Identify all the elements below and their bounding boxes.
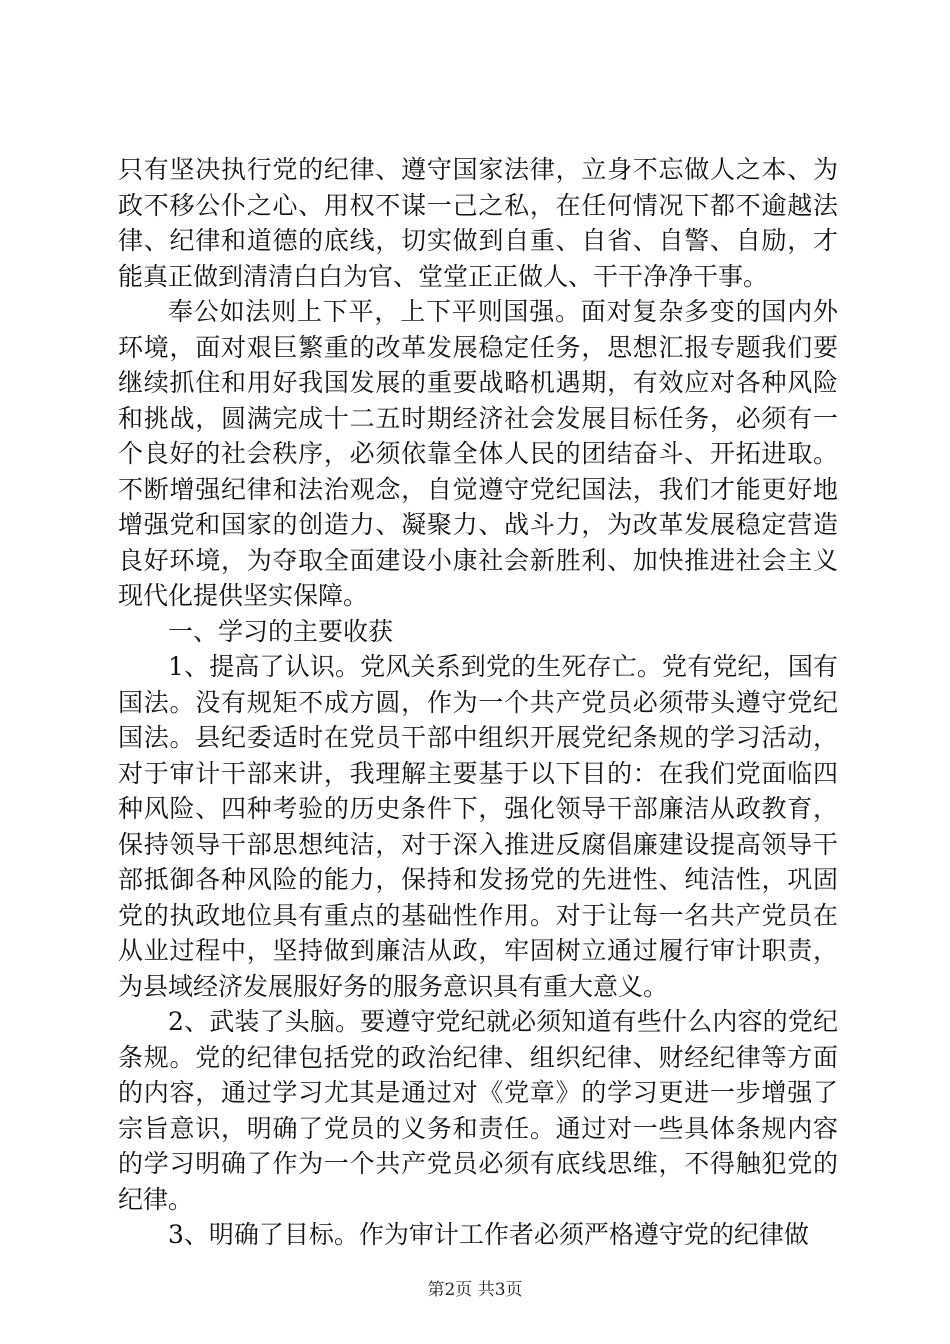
document-body	[118, 152, 838, 1253]
paragraph-item-3: 3、明确了目标。作为审计工作者必须严格遵守党的纪律做	[168, 1220, 809, 1249]
paragraph-intro: 奉公如法则上下平，上下平则国强。面对复杂多变的国内外环境，面对艰巨繁重的改革发展稳定任务，思想汇报专题我们要继续抓住和用好我国发展的重要战略机遇期，有效应对各种风险和挑战，圆满完成十二五时期经济社会发展目标任务，必须有一个良好的社会秩序，必须依靠全体人民的团结奋斗、开拓进取。不断增强纪律和法治观念，自觉遵守党纪国法，我们才能更好地增强党和国家的创造力、凝聚力、战斗力，为改革发展稳定营造良好环境，为夺取全面建设小康社会新胜利、加快推进社会主义现代化提供坚实保障。	[118, 297, 838, 610]
paragraph-item-2: 2、武装了头脑。要遵守党纪就必须知道有些什么内容的党纪条规。党的纪律包括党的政治纪律、组织纪律、财经纪律等方面的内容，通过学习尤其是通过对《党章》的学习更进一步增强了宗旨意识，明确了党员的义务和责任。通过对一些具体条规内容的学习明确了作为一个共产党员必须有底线思维，不得触犯党的纪律。	[118, 1007, 838, 1214]
paragraph-item-1: 1、提高了认识。党风关系到党的生死存亡。党有党纪，国有国法。没有规矩不成方圆，作为一个共产党员必须带头遵守党纪国法。县纪委适时在党员干部中组织开展党纪条规的学习活动，对于审计干部来讲，我理解主要基于以下目的：在我们党面临四种风险、四种考验的历史条件下，强化领导干部廉洁从政教育，保持领导干部思想纯洁，对于深入推进反腐倡廉建设提高领导干部抵御各种风险的能力，保持和发扬党的先进性、纯洁性，巩固党的执政地位具有重点的基础性作用。对于让每一名共产党员在从业过程中，坚持做到廉洁从政，牢固树立通过履行审计职责，为县域经济发展服好务的服务意识具有重大意义。	[118, 652, 838, 1001]
paragraph-continuation: 只有坚决执行党的纪律、遵守国家法律，立身不忘做人之本、为政不移公仆之心、用权不谋一己之私，在任何情况下都不逾越法律、纪律和道德的底线，切实做到自重、自省、自警、自励，才能真正做到清清白白为官、堂堂正正做人、干干净净干事。	[118, 155, 838, 291]
page-footer: 第2页 共3页	[427, 1280, 523, 1300]
section-heading: 一、学习的主要收获	[168, 616, 394, 646]
